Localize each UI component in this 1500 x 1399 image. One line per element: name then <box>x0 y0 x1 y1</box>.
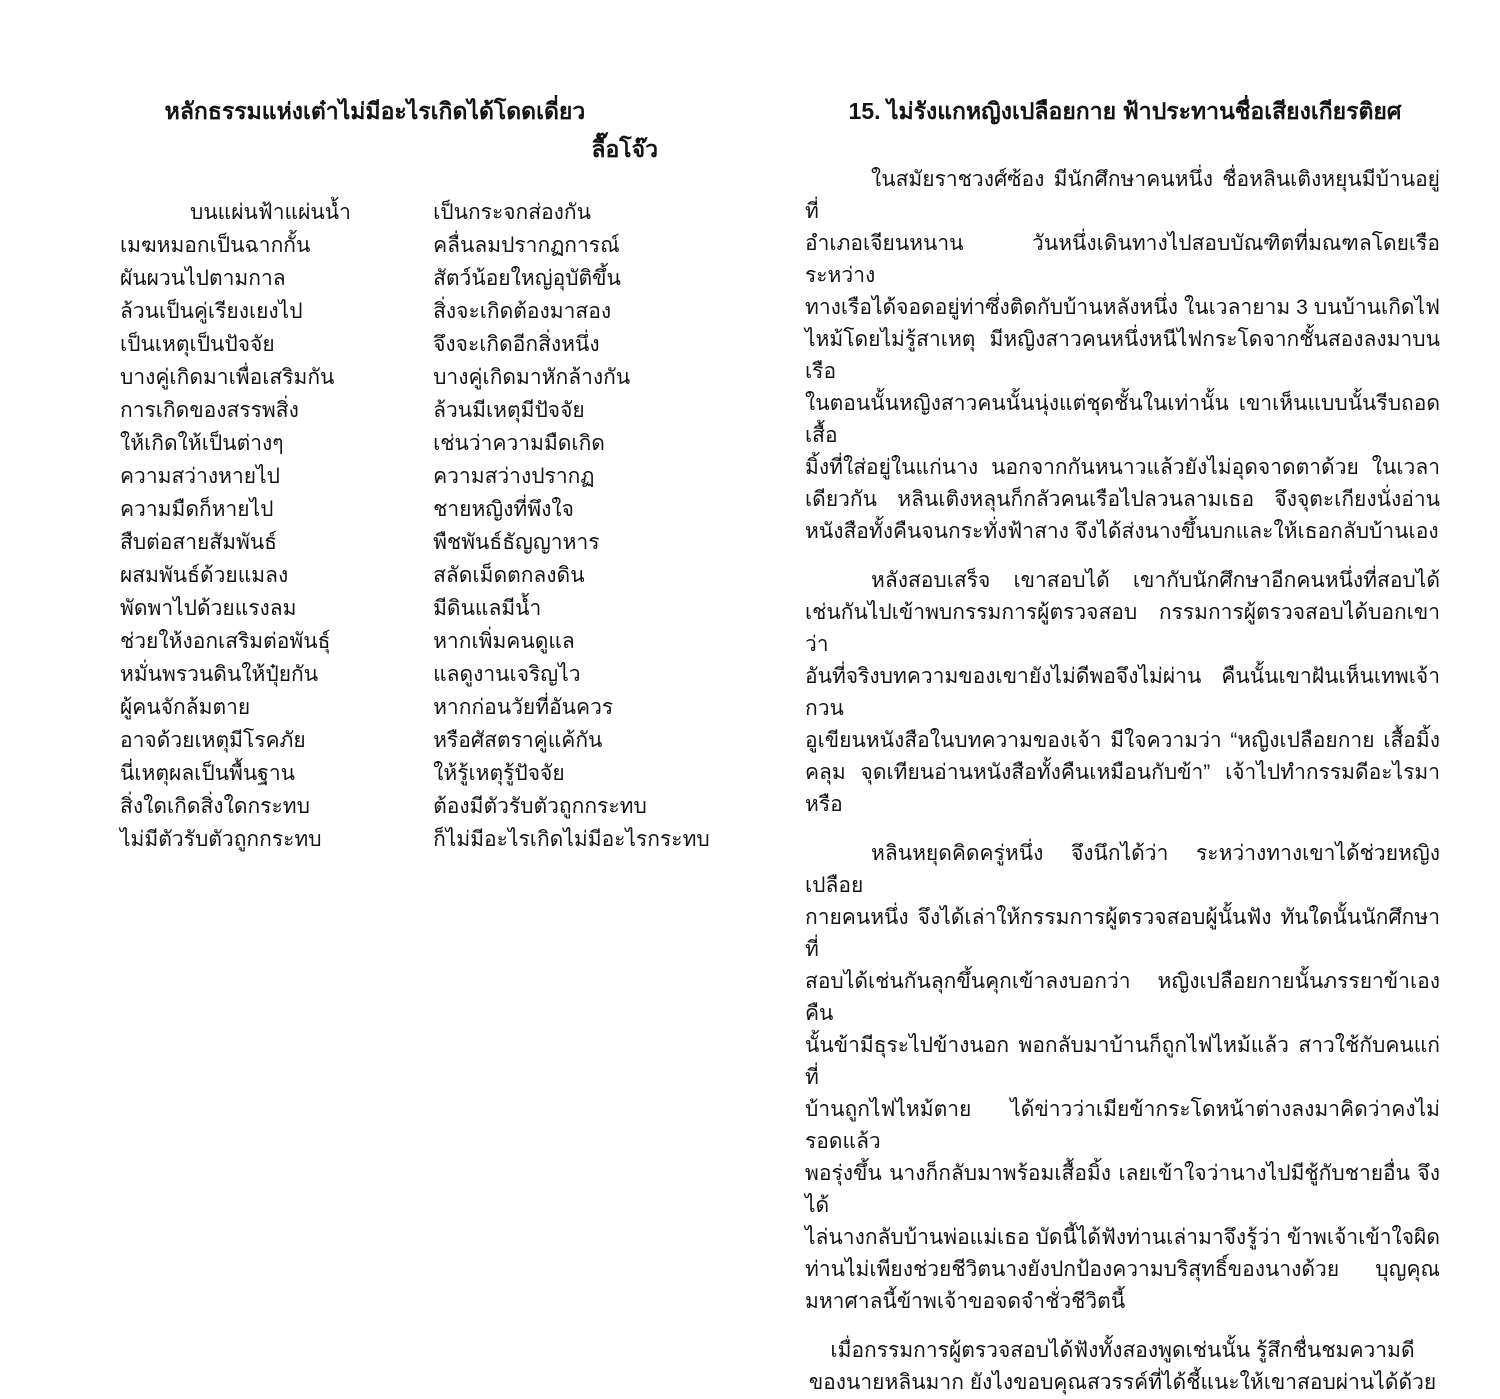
poem-line: สัตว์น้อยใหญ่อุบัติขึ้น <box>433 267 621 290</box>
right-page <box>750 0 1500 1394</box>
paragraph <box>805 838 1440 1318</box>
paragraph-line: หลินหยุดคิดครู่หนึ่ง จึงนึกได้ว่า ระหว่างทางเขาได้ช่วยหญิงเปลือย <box>805 842 1440 897</box>
poem-column-2 <box>433 196 750 856</box>
poem-line: สิ่งจะเกิดต้องมาสอง <box>433 300 612 323</box>
paragraph-line: ไล่นางกลับบ้านพ่อแม่เธอ บัดนี้ได้ฟังท่านเล่ามาจึงรู้ว่า ข้าพเจ้าเข้าใจผิด <box>805 1226 1440 1249</box>
poem-line: ให้รู้เหตุรู้ปัจจัย <box>433 762 565 785</box>
paragraph-line: บ้านถูกไฟไหม้ตาย ได้ข่าวว่าเมียข้ากระโดหน้าต่างลงมาคิดว่าคงไม่รอดแล้ว <box>805 1098 1440 1153</box>
poem-line: ให้เกิดให้เป็นต่างๆ <box>120 432 284 455</box>
paragraph-line: อันที่จริงบทความของเขายังไม่ดีพอจึงไม่ผ่าน คืนนั้นเขาฝันเห็นเทพเจ้ากวน <box>805 665 1440 720</box>
poem-line: หรือศัสตราคู่แค้กัน <box>433 729 603 752</box>
paragraph-line: ไหม้โดยไม่รู้สาเหตุ มีหญิงสาวคนหนึ่งหนีไฟกระโดจากชั้นสองลงมาบนเรือ <box>805 328 1440 383</box>
poem-line: การเกิดของสรรพสิ่ง <box>120 399 299 422</box>
poem-line: บนแผ่นฟ้าแผ่นน้ำ <box>190 201 351 224</box>
poem-line: จึงจะเกิดอีกสิ่งหนึ่ง <box>433 333 600 356</box>
paragraph-line: ในตอนนั้นหญิงสาวคนนั้นนุ่งแต่ชุดชั้นในเท่านั้น เขาเห็นแบบนั้นรีบถอดเสื้อ <box>805 392 1440 447</box>
left-page <box>0 0 750 1059</box>
paragraph-line: หนังสือทั้งคืนจนกระทั่งฟ้าสาง จึงได้ส่งนางขึ้นบกและให้เธอกลับบ้านเอง <box>805 520 1439 543</box>
poem-line: สิ่งใดเกิดสิ่งใดกระทบ <box>120 795 310 818</box>
paragraph <box>805 565 1440 821</box>
poem-line: อาจด้วยเหตุมีโรคภัย <box>120 729 306 752</box>
poem-line: เป็นเหตุเป็นปัจจัย <box>120 333 275 356</box>
poem-line: ผู้คนจักล้มตาย <box>120 696 251 719</box>
paragraph <box>805 164 1440 548</box>
paragraph-line: อูเขียนหนังสือในบทความของเจ้า มีใจความว่า “หญิงเปลือยกาย เสื้อมิ้ง <box>805 729 1440 752</box>
poem-line: หากก่อนวัยที่อันควร <box>433 696 614 719</box>
poem-line: บางคู่เกิดมาเพื่อเสริมกัน <box>120 366 335 389</box>
paragraph-line: ท่านไม่เพียงช่วยชีวิตนางยังปกป้องความบริสุทธิ์ของนางด้วย บุญคุณ <box>805 1258 1440 1281</box>
right-page-title: 15. ไม่รังแกหญิงเปลือยกาย ฟ้าประทานชื่อเสียงเกียรติยศ <box>848 98 1402 124</box>
paragraph-line: มิ้งที่ใส่อยู่ในแก่นาง นอกจากกันหนาวแล้วยังไม่อุดจาดตาด้วย ในเวลา <box>805 456 1440 479</box>
poem-line: ชายหญิงที่พึงใจ <box>433 498 574 521</box>
paragraph-line: อำเภอเจียนหนาน วันหนึ่งเดินทางไปสอบบัณฑิตที่มณฑลโดยเรือ ระหว่าง <box>805 232 1440 287</box>
paragraph-line: ในสมัยราชวงศ์ซ้อง มีนักศึกษาคนหนึ่ง ชื่อหลินเติงหยุนมีบ้านอยู่ที่ <box>805 168 1440 223</box>
poem-line: บางคู่เกิดมาหักล้างกัน <box>433 366 631 389</box>
poem-line: คลื่นลมปรากฏการณ์ <box>433 234 620 257</box>
paragraph-line: สอบได้เช่นกันลุกขึ้นคุกเข้าลงบอกว่า หญิงเปลือยกายนั้นภรรยาข้าเอง คืน <box>805 970 1440 1025</box>
paragraph-line: ของนายหลินมาก ยังไงขอบคุณสวรรค์ที่ได้ชี้แนะให้เขาสอบผ่านได้ด้วย <box>808 1371 1437 1394</box>
poem-line: สืบต่อสายสัมพันธ์ <box>120 531 277 554</box>
poem-line: ช่วยให้งอกเสริมต่อพันธุ์ <box>120 630 331 653</box>
paragraph-line: พอรุ่งขึ้น นางก็กลับมาพร้อมเสื้อมิ้ง เลยเข้าใจว่านางไปมีชู้กับชายอื่น จึงได้ <box>805 1162 1440 1217</box>
poem-line: เมฆหมอกเป็นฉากกั้น <box>120 234 311 257</box>
poem-line: เป็นกระจกส่องกัน <box>433 201 592 224</box>
poem-line: ความมืดก็หายไป <box>120 498 274 521</box>
paragraph-line: เดียวกัน หลินเติงหลุนก็กลัวคนเรือไปลวนลามเธอ จึงจุตะเกียงนั่งอ่าน <box>805 488 1440 511</box>
poem-line: หมั่นพรวนดินให้ปุ๋ยกัน <box>120 663 319 686</box>
poem-line: นี่เหตุผลเป็นพื้นฐาน <box>120 762 295 785</box>
poem-line: เช่นว่าความมืดเกิด <box>433 432 605 455</box>
paragraph-line: เช่นกันไปเข้าพบกรรมการผู้ตรวจสอบ กรรมการผู้ตรวจสอบได้บอกเขาว่า <box>805 601 1440 656</box>
paragraph-line: หลังสอบเสร็จ เขาสอบได้ เขากับนักศึกษาอีกคนหนึ่งที่สอบได้ <box>871 569 1440 592</box>
poem-column-1 <box>120 196 408 856</box>
poem-line: ล้วนมีเหตุมีปัจจัย <box>433 399 585 422</box>
paragraph-line: คลุม จุดเทียนอ่านหนังสือทั้งคืนเหมือนกับข้า” เจ้าไปทำกรรมดีอะไรมาหรือ <box>805 761 1440 816</box>
poem-line: พืชพันธ์ธัญญาหาร <box>433 531 600 554</box>
left-page-author: ลื๊อโจ๊ว <box>591 136 658 162</box>
poem-line: พัดพาไปด้วยแรงลม <box>120 597 297 620</box>
poem-line: ต้องมีตัวรับตัวถูกกระทบ <box>433 795 647 818</box>
poem-line: ไม่มีตัวรับตัวถูกกระทบ <box>120 828 322 851</box>
paragraph-line: นั้นข้ามีธุระไปข้างนอก พอกลับมาบ้านก็ถูกไฟไหม้แล้ว สาวใช้กับคนแก่ที่ <box>805 1034 1440 1089</box>
poem-line: ก็ไม่มีอะไรเกิดไม่มีอะไรกระทบ <box>433 828 710 851</box>
poem-line: ความสว่างปรากฏ <box>433 465 595 488</box>
poem-line: สลัดเม็ดตกลงดิน <box>433 564 585 587</box>
story-body <box>805 164 1440 1399</box>
poem-line: ความสว่างหายไป <box>120 465 280 488</box>
poem-line: ผันผวนไปตามกาล <box>120 267 286 290</box>
paragraph-line: มหาศาลนี้ข้าพเจ้าขอจดจำชั่วชีวิตนี้ <box>805 1290 1126 1313</box>
left-page-title: หลักธรรมแห่งเต๋าไม่มีอะไรเกิดได้โดดเดี่ยว <box>164 98 586 124</box>
paragraph-line: ทางเรือได้จอดอยู่ท่าซึ่งติดกับบ้านหลังหนึ่ง ในเวลายาม 3 บนบ้านเกิดไฟ <box>805 296 1440 319</box>
poem-line: มีดินแลมีน้ำ <box>433 597 542 620</box>
paragraph <box>805 1335 1440 1399</box>
poem-line: แลดูงานเจริญไว <box>433 663 581 686</box>
poem-line: ผสมพันธ์ด้วยแมลง <box>120 564 289 587</box>
paragraph-line: เมื่อกรรมการผู้ตรวจสอบได้ฟังทั้งสองพูดเช่นนั้น รู้สึกชื่นชมความดี <box>830 1339 1415 1362</box>
paragraph-line: กายคนหนึ่ง จึงได้เล่าให้กรรมการผู้ตรวจสอบผู้นั้นฟัง ทันใดนั้นนักศึกษาที่ <box>805 906 1440 961</box>
poem-line: ล้วนเป็นคู่เรียงเยงไป <box>120 300 303 323</box>
poem <box>0 196 750 856</box>
poem-line: หากเพิ่มคนดูแล <box>433 630 575 653</box>
